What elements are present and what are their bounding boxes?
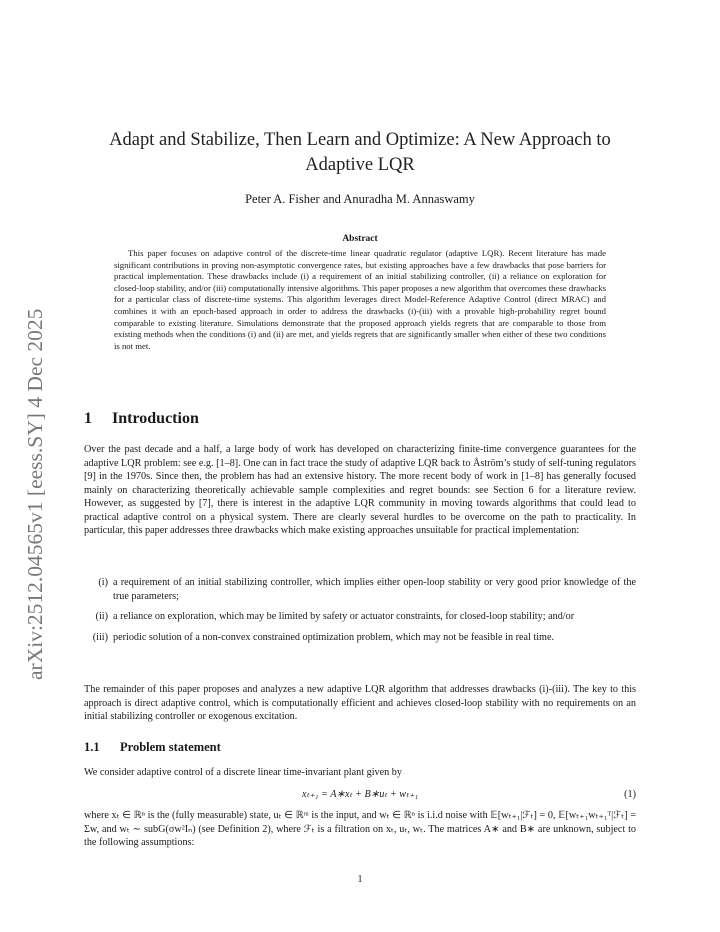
list-item-text: a requirement of an initial stabilizing controller, which implies either open-loop stability or very good prior knowledge of the true parameters; <box>113 577 636 602</box>
arxiv-stamp: arXiv:2512.04565v1 [eess.SY] 4 Dec 2025 <box>23 308 47 680</box>
list-item-label: (i) <box>98 577 108 588</box>
drawbacks-list <box>84 576 636 651</box>
intro-paragraph: Over the past decade and a half, a large body of work has developed on characterizing finite-time convergence guarantees for the adaptive LQR problem: see e.g. [1–8]. One can in fact trace the study of adaptive LQR back to Åström’s study of self-tuning regulators [9] in the 1970s. Since then, the problem has had an extensive history. The more recent body of work in [1–8] has generally focused mainly on characterizing theoretically achievable sample complexities and regret bounds: see Section 6 for a literature review. However, as suggested by [7], there is interest in the adaptive LQR community in moving towards algorithms that could lead to practical adaptive control on a physical system. There are clearly several hurdles to be overcome on the path to practicality. In particular, this paper addresses three drawbacks which make existing approaches unsuitable for practical implementation: <box>84 444 636 536</box>
list-item <box>84 576 636 603</box>
section-number: 1.1 <box>84 740 100 754</box>
equation-expression: xₜ₊₁ = A∗xₜ + B∗uₜ + wₜ₊₁ <box>301 789 419 800</box>
section-number: 1 <box>84 410 92 427</box>
abstract-heading: Abstract <box>342 234 378 244</box>
list-item-label: (ii) <box>95 611 108 622</box>
list-item-text: periodic solution of a non-convex constrained optimization problem, which may not be feasible in real time. <box>113 631 555 643</box>
list-item-label: (iii) <box>92 631 108 643</box>
paper-title: Adapt and Stabilize, Then Learn and Optimize: A New Approach to Adaptive LQR <box>109 130 611 175</box>
section-heading-introduction <box>84 410 199 428</box>
section-title: Introduction <box>112 410 199 427</box>
paper-authors: Peter A. Fisher and Anuradha M. Annaswamy <box>245 192 475 206</box>
list-item <box>84 631 636 645</box>
abstract-text: This paper focuses on adaptive control of the discrete-time linear quadratic regulator (adaptive LQR). Recent literature has made significant contributions in proving non-asymptotic convergence rates, but existing approaches have a few drawbacks that pose barriers for practical implementation. These drawbacks include (i) a requirement of an initial stabilizing controller, (ii) a reliance on exploration for closed-loop stability, and/or (iii) computationally intensive algorithms. This paper proposes a new algorithm that overcomes these drawbacks for a particular class of discrete-time systems. This algorithm leverages direct Model-Reference Adaptive Control (direct MRAC) and combines it with an epoch-based approach in order to address the drawbacks (i)-(iii) with a provable high-probability regret bound comparable to existing literature. Simulations demonstrate that the proposed approach yields regrets that are comparable to those from existing methods when the conditions (i) and (ii) are met, and yields regrets that are significantly smaller when either of these two conditions is not met. <box>114 248 606 351</box>
problem-intro: We consider adaptive control of a discrete linear time-invariant plant given by <box>84 767 402 778</box>
section-title: Problem statement <box>120 740 221 754</box>
where-paragraph: where xₜ ∈ ℝⁿ is the (fully measurable) state, uₜ ∈ ℝᵐ is the input, and wₜ ∈ ℝⁿ is i.i.d noise with 𝔼[wₜ₊₁|ℱₜ] = 0, 𝔼[wₜ₊₁wₜ₊₁ᵀ|ℱₜ] = Σw, and wₜ ∼ subG(σw²Iₙ) (see Definition 2), where ℱₜ is a filtration on xₜ, uₜ, wₜ. The matrices A∗ and B∗ are unknown, subject to the following assumptions: <box>84 810 636 848</box>
page-number: 1 <box>357 874 363 885</box>
section-heading-problem-statement <box>84 740 221 755</box>
list-item-text: a reliance on exploration, which may be limited by safety or actuator constraints, for closed-loop stability; and/or <box>113 611 575 622</box>
equation-number: (1) <box>624 789 636 800</box>
list-item <box>84 610 636 624</box>
remainder-paragraph: The remainder of this paper proposes and analyzes a new adaptive LQR algorithm that addresses drawbacks (i)-(iii). The key to this approach is direct adaptive control, which is computationally efficient and achieves closed-loop stability with no requirements on an initial stabilizing controller or exogenous excitation. <box>84 684 636 722</box>
